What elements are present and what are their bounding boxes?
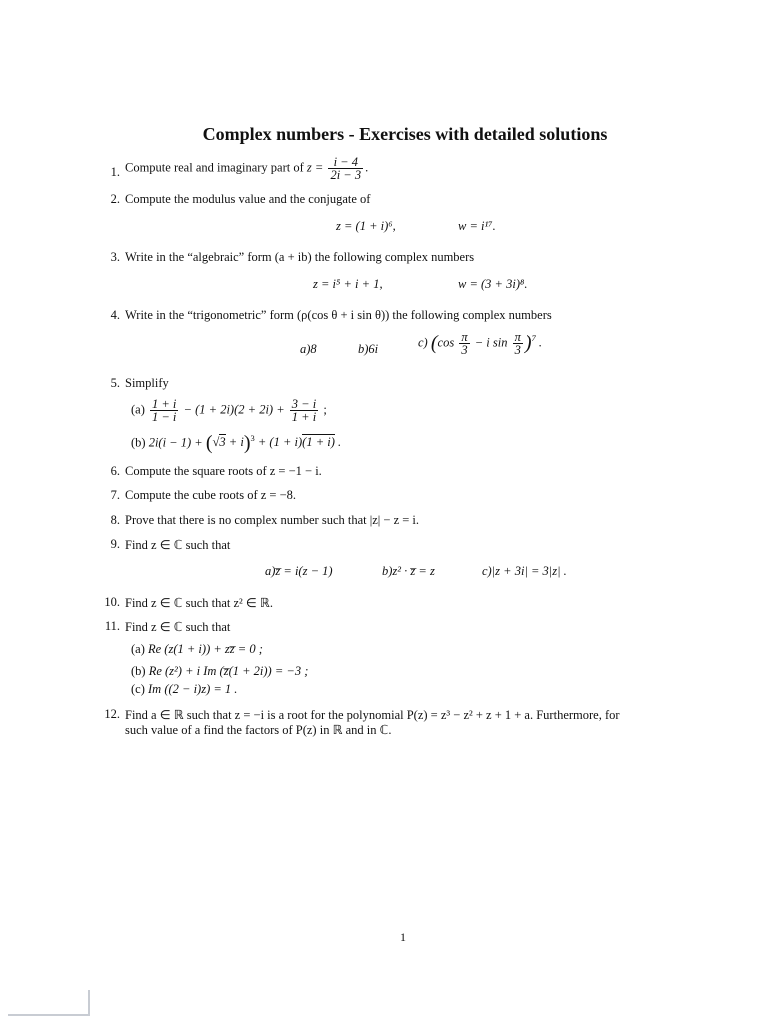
exercise-text: Compute the square roots of z = −1 − i. [125,464,322,478]
exercise-number: 5. [110,376,120,390]
exercise-text: Compute the modulus value and the conjugate of [125,192,371,206]
formula: a)8 [300,342,317,356]
exercise-1: Compute real and imaginary part of z = $\frac{i - 4}{2i - 3}$ . [125,155,369,182]
formula: c) (cos $\frac{\pi}{3}$ − i sin $\frac{\pi}{3}$ )$^7$ . [418,330,543,357]
exercise-number: 11. [104,619,120,633]
exercise-text: Compute the cube roots of z = −8. [125,488,297,502]
exercise-text: Find a ∈ ℝ such that z = −i is a root for the polynomial P(z) = z³ − z² + z + 1 + a. Furthermore, for [125,708,620,722]
page-title: Complex numbers - Exercises with detailed solutions [202,124,608,144]
sub-item-c: (c) Im ((2 − i)z) = 1 . [131,682,238,696]
exercise-text: Compute real and imaginary part of [125,160,304,175]
exercise-number: 10. [104,595,120,609]
exercise-number: 6. [110,464,120,478]
sub-item-b: (b) Re (z²) + i Im (z̅(1 + 2i)) = −3 ; [131,664,309,678]
exercise-text: Prove that there is no complex number such that |z| − z = i. [125,513,420,527]
page-number: 1 [400,930,406,944]
formula: z = i⁵ + i + 1, [313,277,383,291]
formula: w = i¹⁷. [458,219,496,233]
fraction: $\frac{i - 4}{2i - 3}$ [330,155,362,182]
formula: w = (3 + 3i)⁸. [458,277,528,291]
exercise-number: 12. [104,707,120,721]
sub-item-a: (a) Re (z(1 + i)) + zz̅ = 0 ; [131,642,263,656]
sub-item-a: (a) $\frac{1 + i}{1 - i}$ − (1 + 2i)(2 + 2i) + $\frac{3 - i}{1 + i}$ ; [131,397,327,424]
exercise-text: Find z ∈ ℂ such that z² ∈ ℝ. [125,596,273,610]
exercise-text: Write in the “trigonometric” form (ρ(cos θ + i sin θ)) the following complex numbers [125,308,552,322]
exercise-number: 2. [110,192,120,206]
exercise-number: 8. [110,513,120,527]
formula: c)|z + 3i| = 3|z| . [482,564,567,578]
exercise-number: 7. [110,488,120,502]
exercise-number: 4. [110,308,120,322]
exercise-text: Find z ∈ ℂ such that [125,620,231,634]
exercise-text-continued: such value of a find the factors of P(z) in ℝ and in ℂ. [125,723,392,737]
page-corner-decoration [8,990,90,1016]
formula: b)6i [358,342,379,356]
exercise-text: Write in the “algebraic” form (a + ib) the following complex numbers [125,250,475,264]
formula: a)z̅ = i(z − 1) [265,564,333,578]
exercise-text: Simplify [125,376,169,390]
exercise-text: Find z ∈ ℂ such that [125,538,231,552]
exercise-number: 1. [110,165,120,179]
formula: b)z² · z̅ = z [382,564,435,578]
formula: z = (1 + i)⁶, [336,219,396,233]
sub-item-b: (b) $2i(i - 1) + (√3 + i)^3 + (1 + i)(1 + i)$ . [131,432,342,454]
exercise-number: 9. [110,537,120,551]
exercise-number: 3. [110,250,120,264]
